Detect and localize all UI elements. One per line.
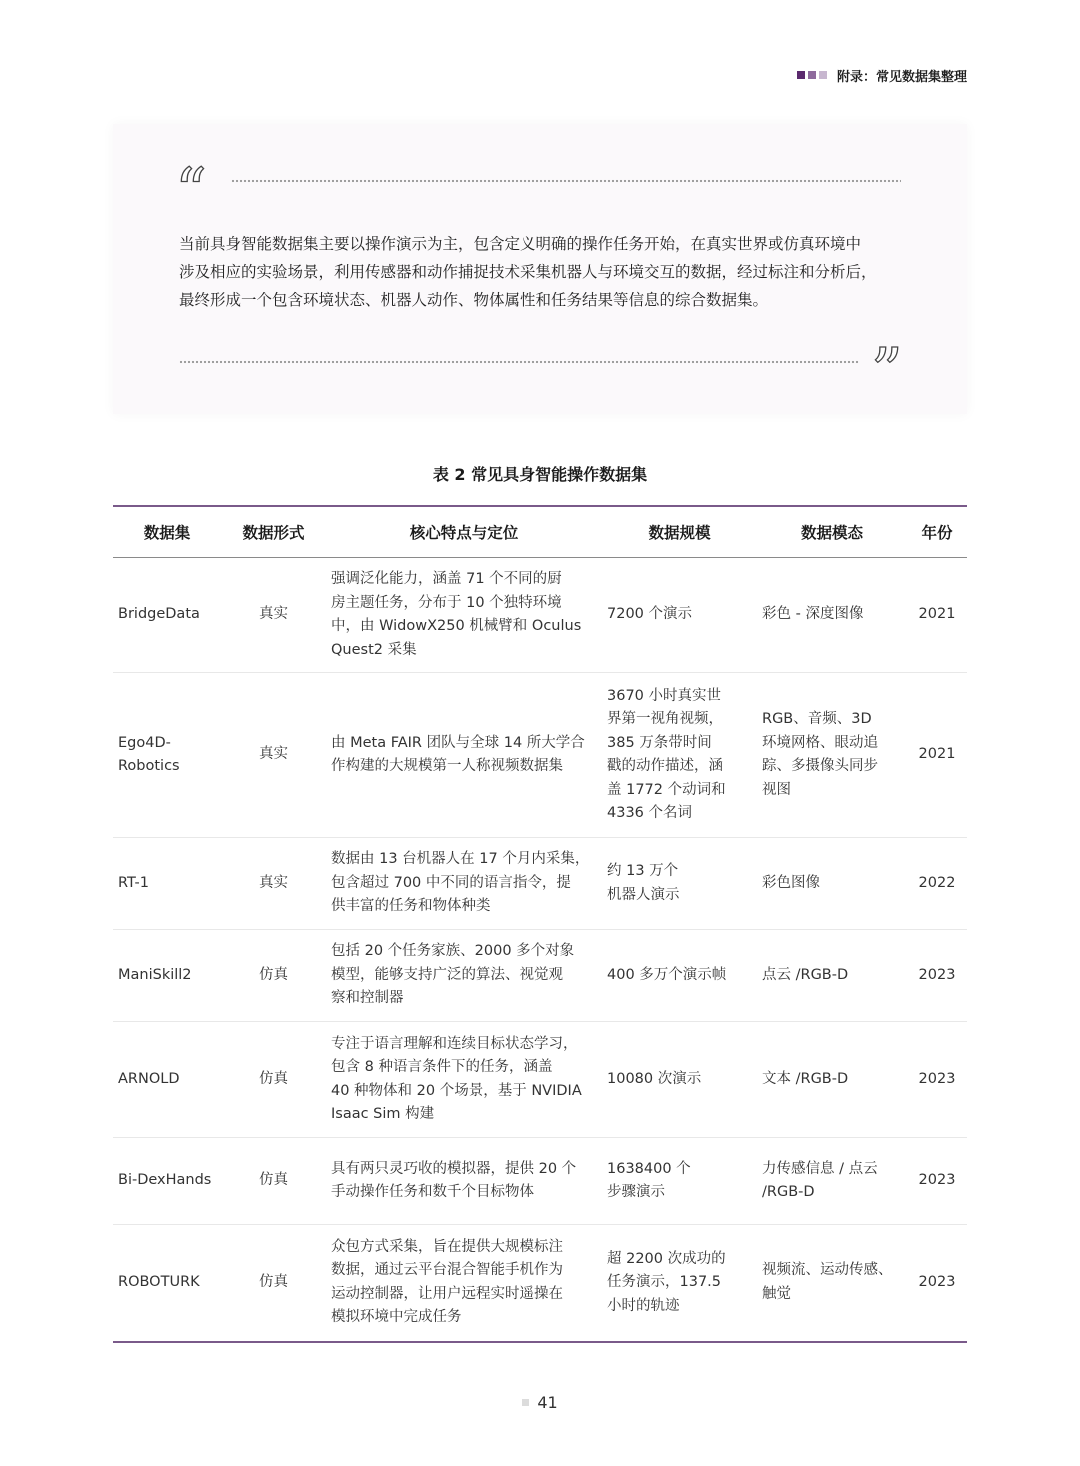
cell-scale-line: 超 2200 次成功的 [607, 1250, 726, 1267]
cell-feature-line: Isaac Sim 构建 [331, 1106, 435, 1122]
cell-scale-line: 7200 个演示 [607, 606, 693, 623]
cell-form: 真实 [221, 838, 326, 930]
cell-dataset-line: Bi-DexHands [118, 1172, 212, 1189]
cell-scale-line: 盖 1772 个动词和 [607, 781, 726, 798]
cell-feature-line: 房主题任务，分布于 10 个独特环境 [331, 594, 562, 611]
page-number: 41 [537, 1393, 558, 1412]
header-title: 附录：常见数据集整理 [836, 69, 967, 85]
cell-feature-line: 众包方式采集，旨在提供大规模标注 [331, 1238, 563, 1255]
header-feature: 核心特点与定位 [326, 506, 602, 558]
quote-line: 涉及相应的实验场景，利用传感器和动作捕捉技术采集机器人与环境交互的数据，经过标注和分析后， [179, 263, 877, 281]
cell-scale-line: 385 万条带时间 [607, 734, 712, 751]
cell-dataset [113, 1022, 221, 1138]
cell-feature-line: 运动控制器，让用户远程实时遥操在 [331, 1285, 563, 1302]
header-dataset: 数据集 [113, 506, 221, 558]
quote-line: 当前具身智能数据集主要以操作演示为主，包含定义明确的操作任务开始，在真实世界或仿真环境中 [179, 235, 862, 253]
cell-feature-line: 包含超过 700 中不同的语言指令，提 [331, 874, 571, 891]
cell-modality-line: 彩色 - 深度图像 [762, 606, 864, 623]
header-square-2 [808, 71, 816, 79]
quote-text [179, 230, 909, 314]
table-row [113, 838, 967, 930]
cell-scale-line: 界第一视角视频， [607, 711, 723, 727]
cell-feature [326, 558, 602, 673]
cell-modality-line: RGB、音频、3D [762, 711, 872, 727]
header-square-3 [819, 71, 827, 79]
cell-scale-line: 戳的动作描述，涵 [607, 758, 723, 774]
open-quote-icon: “ [175, 154, 207, 227]
cell-feature-line: 专注于语言理解和连续目标状态学习， [331, 1035, 578, 1052]
header-year: 年份 [907, 506, 967, 558]
cell-feature-line: 数据，通过云平台混合智能手机作为 [331, 1262, 563, 1279]
cell-modality-line: 触觉 [762, 1285, 791, 1302]
cell-dataset-line: BridgeData [118, 606, 200, 623]
cell-scale-line: 400 多万个演示帧 [607, 966, 727, 983]
cell-form: 仿真 [221, 1138, 326, 1225]
cell-feature-line: 手动操作任务和数千个目标物体 [331, 1184, 534, 1200]
cell-scale-line: 小时的轨迹 [607, 1297, 680, 1314]
cell-dataset [113, 1225, 221, 1342]
header-squares-icon [797, 71, 827, 79]
cell-modality-line: /RGB-D [762, 1184, 815, 1200]
cell-scale [602, 1225, 757, 1342]
cell-modality-line: 视图 [762, 781, 791, 798]
cell-feature [326, 1225, 602, 1342]
cell-modality [757, 1225, 907, 1342]
cell-form: 仿真 [221, 930, 326, 1022]
cell-feature-line: 察和控制器 [331, 990, 404, 1007]
cell-scale [602, 838, 757, 930]
cell-dataset-line: Ego4D- [118, 734, 171, 751]
cell-year: 2021 [907, 673, 967, 838]
cell-modality-line: 彩色图像 [762, 874, 820, 891]
cell-year: 2023 [907, 1138, 967, 1225]
cell-scale-line: 1638400 个 [607, 1160, 691, 1177]
cell-scale [602, 1022, 757, 1138]
cell-feature-line: 模拟环境中完成任务 [331, 1309, 462, 1326]
cell-form: 真实 [221, 558, 326, 673]
cell-dataset [113, 930, 221, 1022]
table-row [113, 930, 967, 1022]
top-wavy-divider [231, 178, 901, 184]
close-quote-icon: ” [871, 334, 903, 407]
table-row [113, 1138, 967, 1225]
cell-form: 真实 [221, 673, 326, 838]
datasets-table [113, 505, 967, 1343]
cell-modality [757, 673, 907, 838]
cell-dataset [113, 673, 221, 838]
cell-feature-line: 供丰富的任务和物体种类 [331, 898, 491, 915]
cell-scale-line: 4336 个名词 [607, 805, 693, 821]
cell-year: 2021 [907, 558, 967, 673]
cell-feature-line: Quest2 采集 [331, 641, 417, 658]
header-square-1 [797, 71, 805, 79]
quote-line: 最终形成一个包含环境状态、机器人动作、物体属性和任务结果等信息的综合数据集。 [179, 291, 769, 309]
cell-dataset-line: ARNOLD [118, 1070, 180, 1087]
cell-feature-line: 强调泛化能力，涵盖 71 个不同的厨 [331, 571, 562, 587]
cell-modality [757, 930, 907, 1022]
cell-feature-line: 具有两只灵巧收的模拟器，提供 20 个 [331, 1160, 577, 1177]
cell-dataset-line: ManiSkill2 [118, 966, 192, 983]
cell-modality-line: 环境网格、眼动追 [762, 734, 878, 751]
table-row [113, 1225, 967, 1342]
cell-feature [326, 930, 602, 1022]
cell-feature-line: 中，由 WidowX250 机械臂和 Oculus [331, 618, 582, 634]
cell-feature-line: 作构建的大规模第一人称视频数据集 [331, 758, 563, 774]
cell-scale-line: 步骤演示 [607, 1184, 665, 1200]
bottom-wavy-divider [179, 359, 859, 365]
cell-modality-line: 力传感信息 / 点云 [762, 1160, 878, 1177]
table-header-row [113, 506, 967, 558]
cell-feature [326, 1022, 602, 1138]
cell-scale [602, 1138, 757, 1225]
cell-feature-line: 包括 20 个任务家族、2000 多个对象 [331, 943, 575, 960]
cell-modality-line: 文本 /RGB-D [762, 1070, 849, 1087]
table-row [113, 1022, 967, 1138]
cell-scale-line: 3670 小时真实世 [607, 687, 722, 704]
cell-dataset-line: ROBOTURK [118, 1274, 200, 1290]
cell-scale-line: 机器人演示 [607, 886, 680, 903]
table-row [113, 558, 967, 673]
cell-modality-line: 踪、多摄像头同步 [762, 758, 878, 774]
cell-scale [602, 673, 757, 838]
cell-form: 仿真 [259, 1274, 288, 1290]
footer-square-icon [522, 1399, 529, 1406]
cell-feature-line: 由 Meta FAIR 团队与全球 14 所大学合 [331, 734, 585, 751]
cell-year: 2023 [907, 930, 967, 1022]
cell-scale [602, 558, 757, 673]
cell-scale-line: 10080 次演示 [607, 1070, 702, 1087]
cell-year: 2023 [918, 1274, 956, 1290]
cell-scale-line: 任务演示，137.5 [607, 1274, 722, 1290]
header-scale: 数据规模 [602, 506, 757, 558]
cell-modality [757, 838, 907, 930]
cell-feature-line: 40 种物体和 20 个场景，基于 NVIDIA [331, 1082, 582, 1099]
cell-dataset [113, 1138, 221, 1225]
cell-feature-line: 包含 8 种语言条件下的任务，涵盖 [331, 1059, 553, 1075]
cell-year: 2022 [907, 838, 967, 930]
page-footer [0, 1393, 1080, 1412]
cell-feature [326, 1138, 602, 1225]
cell-feature-line: 数据由 13 台机器人在 17 个月内采集， [331, 851, 590, 868]
cell-dataset [113, 838, 221, 930]
cell-form: 仿真 [221, 1022, 326, 1138]
cell-scale [602, 930, 757, 1022]
cell-year: 2023 [907, 1022, 967, 1138]
cell-dataset [113, 558, 221, 673]
running-header [797, 64, 967, 86]
cell-dataset-line: Robotics [118, 758, 180, 774]
header-modality: 数据模态 [757, 506, 907, 558]
cell-scale-line: 约 13 万个 [607, 863, 679, 879]
header-form: 数据形式 [221, 506, 326, 558]
cell-dataset-line: RT-1 [118, 874, 150, 891]
quote-box [113, 124, 967, 414]
cell-modality-line: 视频流、运动传感、 [762, 1262, 893, 1279]
cell-modality [757, 1022, 907, 1138]
cell-feature-line: 模型，能够支持广泛的算法、视觉观 [331, 966, 563, 983]
cell-feature [326, 838, 602, 930]
cell-modality [757, 558, 907, 673]
cell-feature [326, 673, 602, 838]
table-title: 表 2 常见具身智能操作数据集 [432, 465, 648, 484]
table-row [113, 673, 967, 838]
cell-modality-line: 点云 /RGB-D [762, 966, 849, 983]
cell-modality [757, 1138, 907, 1225]
